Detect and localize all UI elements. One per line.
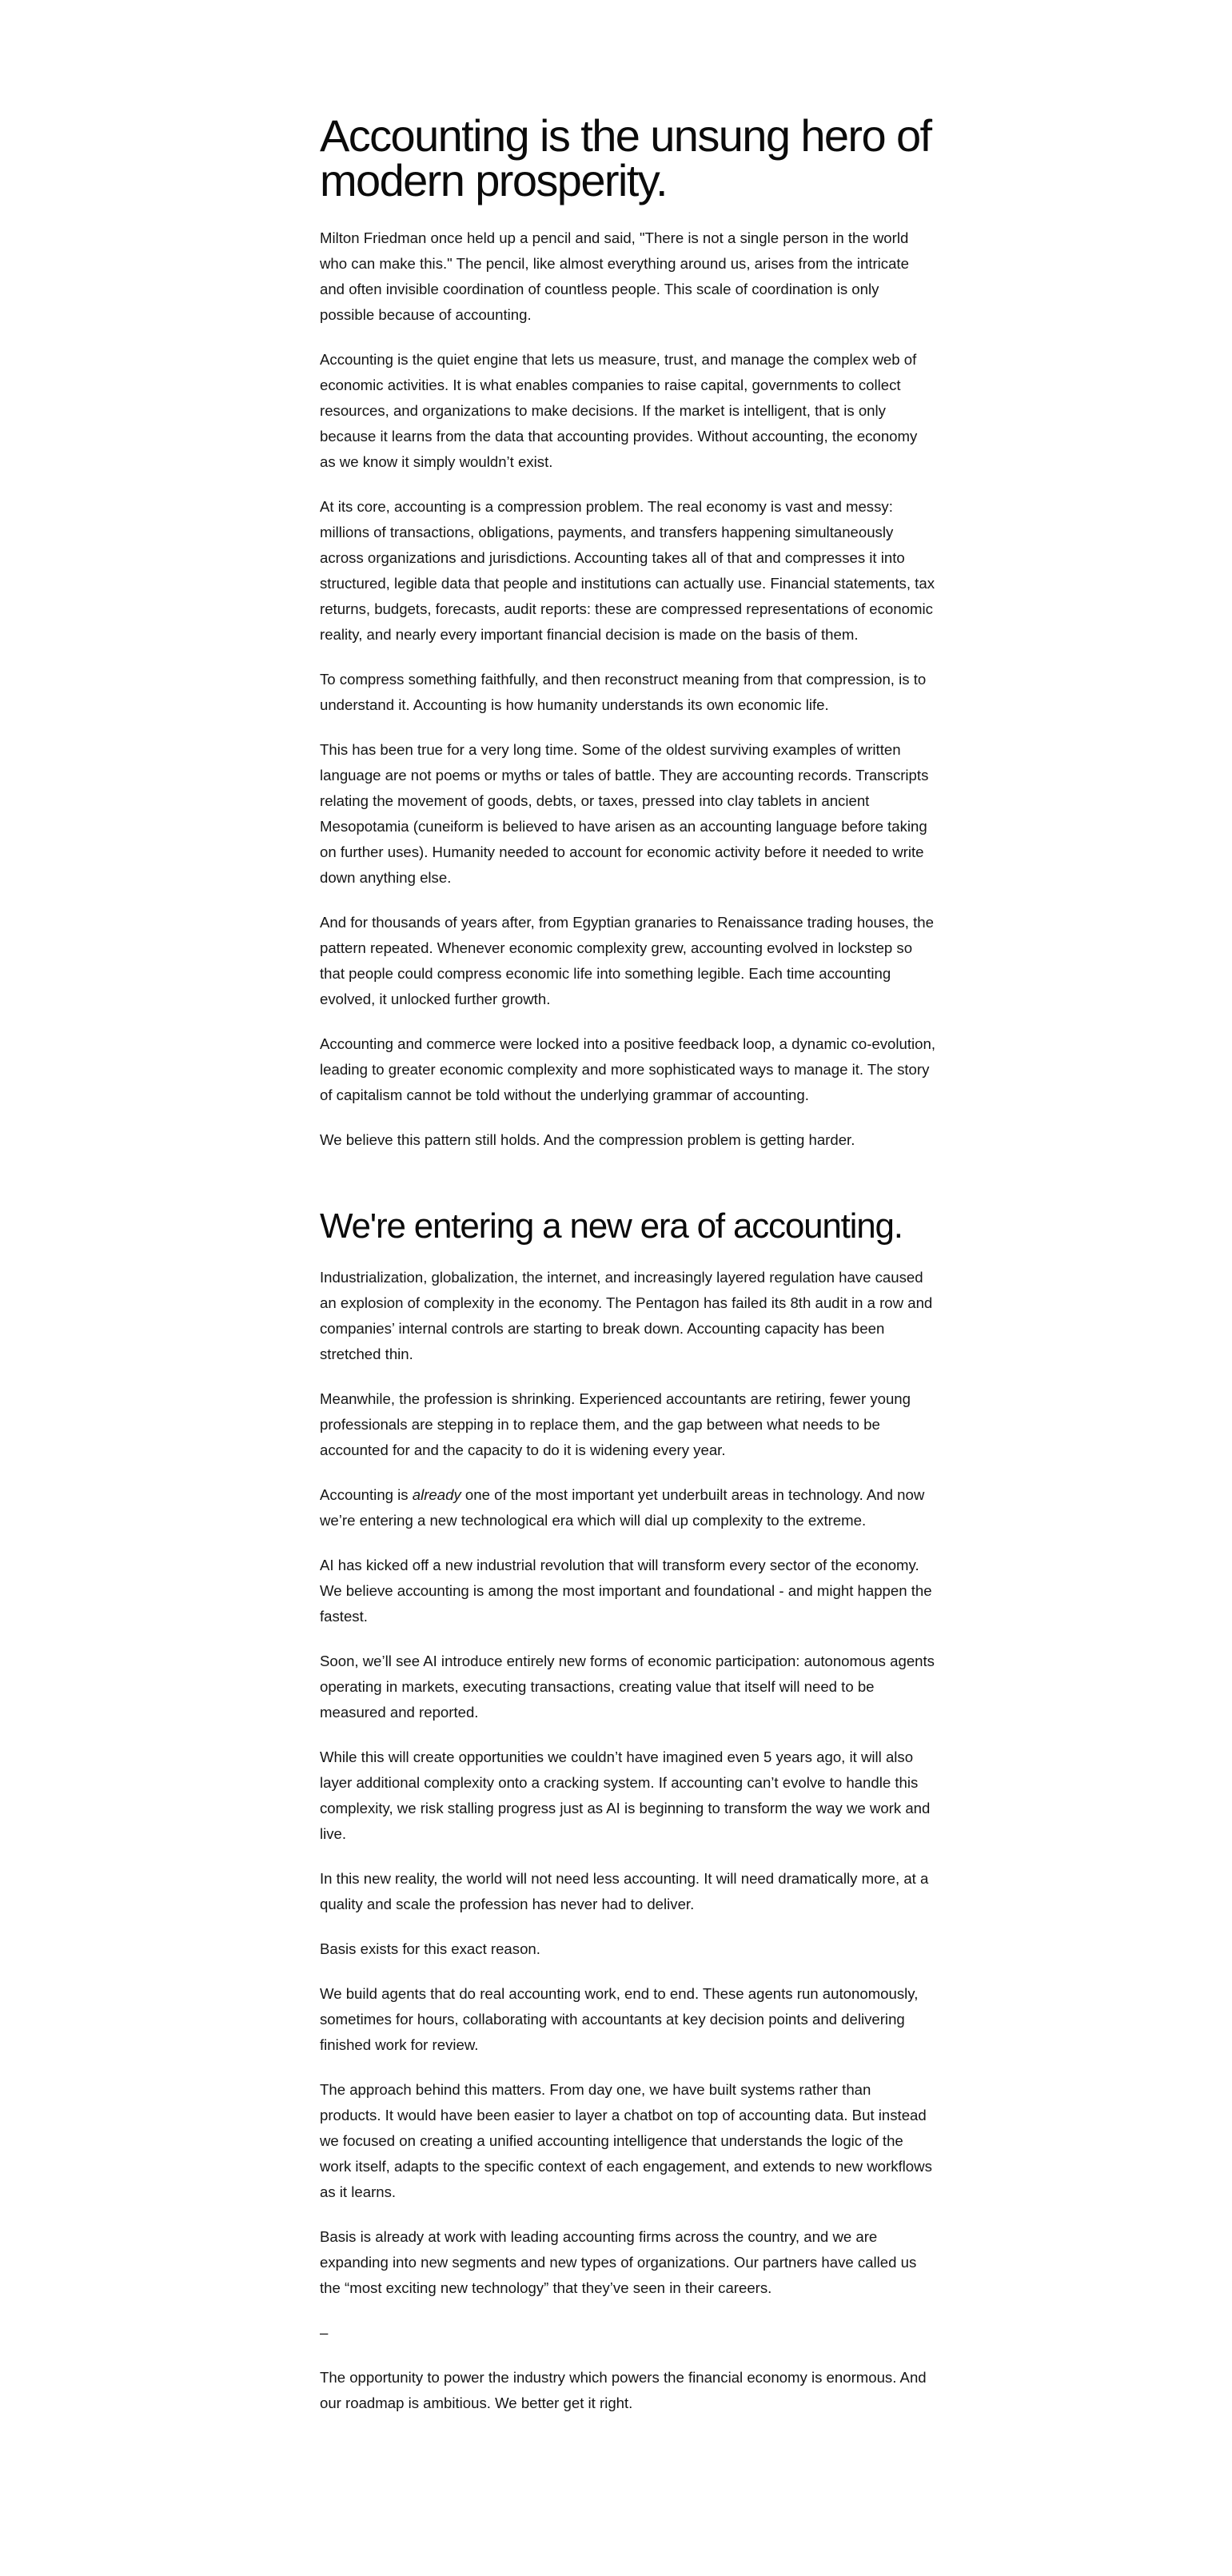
closing-paragraph: The opportunity to power the industry which powers the financial economy is enormous. And our roadmap is ambitious. We better get it right. xyxy=(320,2369,927,2411)
page-title: Accounting is the unsung hero of modern prosperity. xyxy=(320,110,931,205)
paragraph: And for thousands of years after, from Egyptian granaries to Renaissance trading houses, the pattern repeated. Whenever economic complexity grew, accounting evolved in lockstep so that people could compress economic life into something legible. Each time accounting evolved, it unlocked further growth. xyxy=(320,914,934,1007)
section-heading: We're entering a new era of accounting. xyxy=(320,1206,903,1246)
paragraph: While this will create opportunities we couldn’t have imagined even 5 years ago, it will also layer additional complexity onto a cracking system. If accounting can’t evolve to handle this complexity, we risk stalling progress just as AI is beginning to transform the way we work and live. xyxy=(320,1749,931,1842)
paragraph: Milton Friedman once held up a pencil and said, "There is not a single person in the world who can make this." The pencil, like almost everything around us, arises from the intricate and often invisible coordination of countless people. This scale of coordination is only possible because of accounting. xyxy=(320,229,909,323)
paragraph: Accounting and commerce were locked into a positive feedback loop, a dynamic co-evolution, leading to greater economic complexity and more sophisticated ways to manage it. The story of capitalism cannot be told without the underlying grammar of accounting. xyxy=(320,1035,935,1103)
paragraph: We build agents that do real accounting work, end to end. These agents run autonomously, sometimes for hours, collaborating with accountants at key decision points and delivering finished work for review. xyxy=(320,1985,919,2053)
article xyxy=(320,110,935,2435)
paragraph: Basis is already at work with leading accounting firms across the country, and we are expanding into new segments and new types of organizations. Our partners have called us the “most exciting new technology” that they’ve seen in their careers. xyxy=(320,2228,917,2296)
paragraph: Basis exists for this exact reason. xyxy=(320,1940,540,1957)
paragraph: AI has kicked off a new industrial revolution that will transform every sector of the economy. We believe accounting is among the most important and foundational - and might happen the fastest. xyxy=(320,1557,932,1625)
paragraph: This has been true for a very long time. Some of the oldest surviving examples of written language are not poems or myths or tales of battle. They are accounting records. Transcripts relating the movement of goods, debts, or taxes, pressed into clay tablets in ancient Mesopotamia (cuneiform is believed to have arisen as an accounting language before taking on further uses). Humanity needed to account for economic activity before it needed to write down anything else. xyxy=(320,741,929,886)
text-segment: one of the most important yet underbuilt areas in technology. And now we’re entering a new technological era which will dial up complexity to the extreme. xyxy=(320,1486,925,1529)
text-segment: Accounting is xyxy=(320,1486,413,1503)
paragraph: Meanwhile, the profession is shrinking. Experienced accountants are retiring, fewer young professionals are stepping in to replace them, and the gap between what needs to be accounted for and the capacity to do it is widening every year. xyxy=(320,1390,911,1458)
paragraph: Accounting is the quiet engine that lets us measure, trust, and manage the complex web of economic activities. It is what enables companies to raise capital, governments to collect resources, and organizations to make decisions. If the market is intelligent, that is only because it learns from the data that accounting provides. Without accounting, the economy as we know it simply wouldn’t exist. xyxy=(320,351,918,470)
paragraph: In this new reality, the world will not need less accounting. It will need dramatically more, at a quality and scale the profession has never had to deliver. xyxy=(320,1870,929,1912)
paragraph: To compress something faithfully, and then reconstruct meaning from that compression, is to understand it. Accounting is how humanity understands its own economic life. xyxy=(320,671,927,713)
separator-dash: – xyxy=(320,2324,329,2341)
paragraph-already xyxy=(320,1482,935,1533)
emphasis-text: already xyxy=(412,1486,461,1503)
paragraph: At its core, accounting is a compression problem. The real economy is vast and messy: millions of transactions, obligations, payments, and transfers happening simultaneously across organizations and jurisdictions. Accounting takes all of that and compresses it into structured, legible data that people and institutions can actually use. Financial statements, tax returns, budgets, forecasts, audit reports: these are compressed representations of economic reality, and nearly every important financial decision is made on the basis of them. xyxy=(320,498,935,643)
paragraph: We believe this pattern still holds. And the compression problem is getting harder. xyxy=(320,1131,855,1148)
paragraph: Industrialization, globalization, the internet, and increasingly layered regulation have caused an explosion of complexity in the economy. The Pentagon has failed its 8th audit in a row and companies’ internal controls are starting to break down. Accounting capacity has been stretched thin. xyxy=(320,1269,933,1362)
paragraph: The approach behind this matters. From day one, we have built systems rather than products. It would have been easier to layer a chatbot on top of accounting data. But instead we focused on creating a unified accounting intelligence that understands the logic of the work itself, adapts to the specific context of each engagement, and extends to new workflows as it learns. xyxy=(320,2081,932,2200)
paragraph: Soon, we’ll see AI introduce entirely new forms of economic participation: autonomous agents operating in markets, executing transactions, creating value that itself will need to be measured and reported. xyxy=(320,1653,935,1721)
